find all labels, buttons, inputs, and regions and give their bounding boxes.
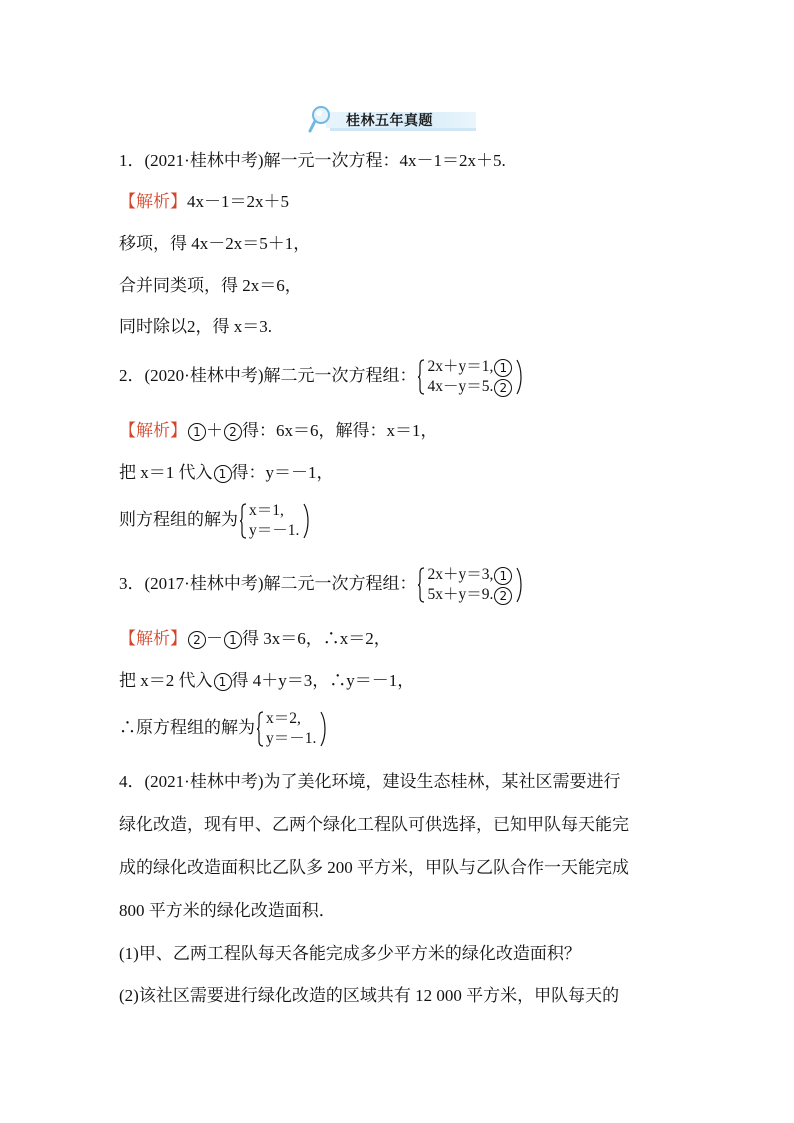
q2-eq1: 2x＋y＝1, bbox=[427, 358, 494, 376]
q2-answer-2-pre: 把 x＝1 代入 bbox=[119, 463, 213, 482]
q2-stem-line bbox=[119, 356, 522, 397]
q3-answer-tag: 【解析】 bbox=[119, 629, 187, 648]
q3-stem: 3．(2017·桂林中考)解二元一次方程组： bbox=[119, 574, 417, 593]
minus-sign: － bbox=[206, 629, 223, 648]
q4-line-6: (2)该社区需要进行绿化改造的区域共有 12 000 平方米，甲队每天的 bbox=[119, 986, 620, 1005]
circled-number: 2 bbox=[224, 423, 242, 441]
q2-sol-2: y＝－1. bbox=[249, 522, 300, 540]
right-paren-icon bbox=[303, 503, 309, 539]
q2-answer-1 bbox=[119, 420, 438, 442]
q3-system bbox=[418, 565, 522, 605]
q2-answer-1-text: 得：6x＝6，解得：x＝1， bbox=[242, 421, 438, 440]
q3-solution bbox=[257, 709, 326, 749]
q2-solution bbox=[240, 501, 309, 541]
q2-answer-2 bbox=[119, 462, 334, 484]
q1-answer-2: 移项，得 4x－2x＝5＋1， bbox=[119, 234, 311, 253]
circled-number: 1 bbox=[224, 631, 242, 649]
q2-sol-1: x＝1, bbox=[249, 502, 284, 520]
section-header bbox=[308, 104, 484, 134]
q1-answer-3: 合并同类项，得 2x＝6， bbox=[119, 276, 302, 295]
q2-answer-3-pre: 则方程组的解为 bbox=[119, 510, 238, 529]
circled-number: 2 bbox=[188, 631, 206, 649]
circled-number: 2 bbox=[494, 587, 512, 605]
q2-answer-2-post: 得：y＝－1， bbox=[231, 463, 334, 482]
q3-answer-2 bbox=[119, 670, 414, 692]
q1-stem: 1．(2021·桂林中考)解一元一次方程：4x－1＝2x＋5. bbox=[119, 151, 506, 170]
q1-answer-eq: 4x－1＝2x＋5 bbox=[187, 192, 289, 211]
circled-number: 2 bbox=[494, 379, 512, 397]
q1-answer-4: 同时除以2，得 x＝3. bbox=[119, 317, 272, 336]
q3-eq1: 2x＋y＝3, bbox=[427, 566, 494, 584]
q3-answer-1 bbox=[119, 628, 391, 650]
q3-answer-2-pre: 把 x＝2 代入 bbox=[119, 671, 213, 690]
left-brace-icon bbox=[418, 359, 425, 395]
q3-stem-line bbox=[119, 564, 522, 605]
circled-number: 1 bbox=[214, 465, 232, 483]
circled-number: 1 bbox=[494, 359, 512, 377]
section-title: 桂林五年真题 bbox=[346, 113, 433, 129]
q3-sol-2: y＝－1. bbox=[266, 730, 317, 748]
q2-answer-tag: 【解析】 bbox=[119, 421, 187, 440]
q2-answer-3 bbox=[119, 500, 309, 541]
q3-answer-1-text: 得 3x＝6，∴x＝2， bbox=[242, 629, 391, 648]
q1-answer-tag: 【解析】 bbox=[119, 192, 187, 211]
magnifier-icon bbox=[308, 104, 338, 134]
q1-answer-1 bbox=[119, 191, 289, 213]
q4-line-3: 成的绿化改造面积比乙队多 200 平方米，甲队与乙队合作一天能完成 bbox=[119, 858, 629, 877]
q2-eq2: 4x－y＝5. bbox=[427, 378, 494, 396]
q4-line-5: (1)甲、乙两工程队每天各能完成多少平方米的绿化改造面积？ bbox=[119, 944, 581, 963]
left-brace-icon bbox=[240, 503, 247, 539]
q4-line-1: 4．(2021·桂林中考)为了美化环境，建设生态桂林，某社区需要进行 bbox=[119, 772, 621, 791]
q2-system bbox=[418, 357, 522, 397]
q3-eq2: 5x＋y＝9. bbox=[427, 586, 494, 604]
q3-sol-1: x＝2, bbox=[266, 710, 301, 728]
q4-line-4: 800 平方米的绿化改造面积． bbox=[119, 901, 336, 920]
circled-number: 1 bbox=[188, 423, 206, 441]
plus-sign: ＋ bbox=[206, 421, 223, 440]
right-paren-icon bbox=[516, 567, 522, 603]
q3-answer-3-pre: ∴原方程组的解为 bbox=[119, 718, 255, 737]
q3-answer-2-post: 得 4＋y＝3，∴y＝－1， bbox=[231, 671, 415, 690]
q4-line-2: 绿化改造，现有甲、乙两个绿化工程队可供选择，已知甲队每天能完 bbox=[119, 815, 629, 834]
q2-stem: 2．(2020·桂林中考)解二元一次方程组： bbox=[119, 366, 417, 385]
q3-answer-3 bbox=[119, 708, 326, 749]
right-paren-icon bbox=[516, 359, 522, 395]
left-brace-icon bbox=[418, 567, 425, 603]
left-brace-icon bbox=[257, 711, 264, 747]
right-paren-icon bbox=[320, 711, 326, 747]
circled-number: 1 bbox=[494, 567, 512, 585]
circled-number: 1 bbox=[214, 673, 232, 691]
